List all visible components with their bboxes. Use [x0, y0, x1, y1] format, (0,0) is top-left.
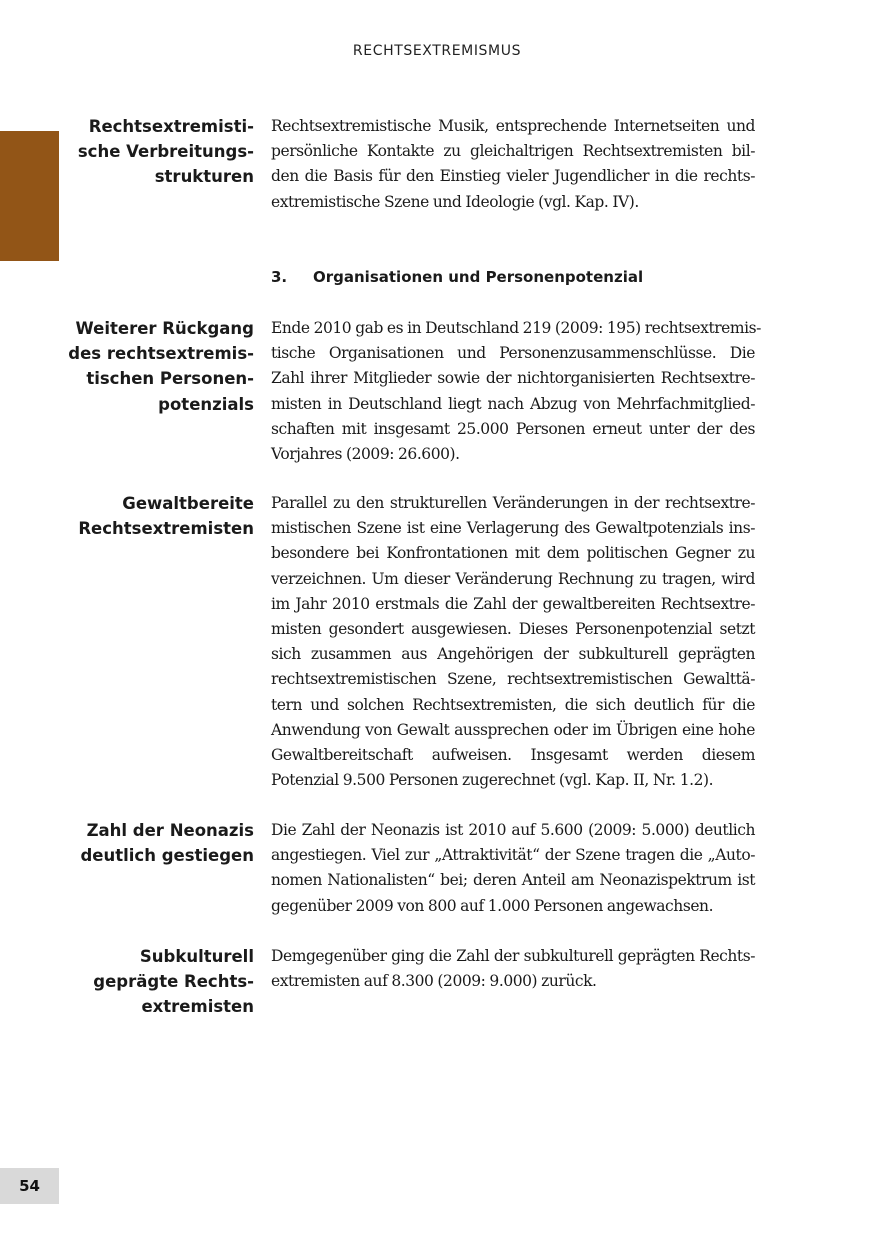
text-line: Rechtsextremistische Musik, entsprechende Internetseiten und [271, 117, 755, 135]
text-line: verzeichnen. Um dieser Veränderung Rechnung zu tragen, wird [271, 569, 755, 588]
text-line: misten gesondert ausgewiesen. Dieses Personenpotenzial setzt [271, 619, 755, 638]
text-line: Vorjahres (2009: 26.600). [271, 444, 460, 463]
text-line: Zahl ihrer Mitglieder sowie der nichtorganisierten Rechtsextre- [271, 369, 755, 388]
margin-heading-gewaltbereite [54, 491, 254, 541]
text-line: tische Organisationen und Personenzusammenschlüsse. Die [271, 344, 755, 363]
page-number: 54 [0, 1168, 59, 1204]
text-line: Anwendung von Gewalt aussprechen oder im Übrigen eine hohe [271, 720, 755, 739]
text-line: nomen Nationalisten“ bei; deren Anteil am Neonazispektrum ist [271, 871, 755, 890]
text-line: tern und solchen Rechtsextremisten, die sich deutlich für die [271, 695, 755, 714]
section-title: Organisationen und Personenpotenzial [313, 268, 644, 286]
text-line: besondere bei Konfrontationen mit dem politischen Gegner zu [271, 544, 755, 563]
paragraph-neonazis [271, 818, 755, 919]
margin-heading-verbreitungsstrukturen [54, 114, 254, 190]
margin-heading-subkulturell [54, 944, 254, 1020]
running-header: RECHTSEXTREMISMUS [352, 43, 522, 59]
section-heading [271, 266, 643, 288]
margin-heading-line: deutlich gestiegen [80, 846, 254, 866]
margin-heading-rueckgang [54, 316, 254, 417]
text-line: sich zusammen aus Angehörigen der subkulturell geprägten [271, 645, 755, 664]
paragraph-rueckgang [271, 316, 761, 467]
text-line: angestiegen. Viel zur „Attraktivität“ der Szene tragen die „Auto- [271, 846, 755, 865]
margin-heading-line: Rechtsextremisti- [88, 117, 254, 136]
text-line: mistischen Szene ist eine Verlagerung des Gewaltpotenzials ins- [271, 519, 755, 538]
text-line: persönliche Kontakte zu gleichaltrigen Rechtsextremisten bil- [271, 142, 755, 161]
text-line: extremistische Szene und Ideologie (vgl. Kap. IV). [271, 192, 639, 211]
text-line: Gewaltbereitschaft aufweisen. Insgesamt werden diesem [271, 745, 755, 764]
text-line: misten in Deutschland liegt nach Abzug von Mehrfachmitglied- [271, 394, 755, 413]
margin-heading-line: Zahl der Neonazis [86, 821, 254, 840]
text-line: extremisten auf 8.300 (2009: 9.000) zurück. [271, 972, 597, 991]
text-line: Ende 2010 gab es in Deutschland 219 (2009: 195) rechtsextremis- [271, 319, 761, 337]
chapter-tab-marker [0, 131, 59, 261]
text-line: Demgegenüber ging die Zahl der subkulturell geprägten Rechts- [271, 947, 755, 965]
margin-heading-line: geprägte Rechts- [93, 972, 254, 992]
margin-heading-line: tischen Personen- [86, 369, 254, 389]
margin-heading-line: Subkulturell [139, 947, 254, 966]
paragraph-gewaltbereite [271, 491, 755, 793]
text-line: den die Basis für den Einstieg vieler Jugendlicher in die rechts- [271, 167, 755, 186]
paragraph-subkulturell [271, 944, 755, 994]
text-line: Potenzial 9.500 Personen zugerechnet (vgl. Kap. II, Nr. 1.2). [271, 771, 714, 790]
text-line: Parallel zu den strukturellen Veränderungen in der rechtsextre- [271, 494, 755, 512]
margin-heading-line: des rechtsextremis- [68, 344, 254, 364]
margin-heading-line: sche Verbreitungs- [77, 142, 254, 162]
margin-heading-line: Rechtsextremisten [78, 519, 254, 539]
text-line: im Jahr 2010 erstmals die Zahl der gewaltbereiten Rechtsextre- [271, 594, 755, 613]
text-line: rechtsextremistischen Szene, rechtsextremistischen Gewalttä- [271, 670, 755, 689]
margin-heading-line: potenzials [158, 394, 254, 414]
text-line: Die Zahl der Neonazis ist 2010 auf 5.600 (2009: 5.000) deutlich [271, 821, 755, 839]
text-line: gegenüber 2009 von 800 auf 1.000 Personen angewachsen. [271, 896, 714, 915]
margin-heading-line: extremisten [141, 997, 254, 1017]
section-number: 3. [271, 268, 288, 286]
margin-heading-line: Weiterer Rückgang [75, 319, 254, 338]
paragraph-verbreitungsstrukturen [271, 114, 755, 215]
margin-heading-line: strukturen [154, 167, 254, 187]
margin-heading-neonazis [54, 818, 254, 868]
margin-heading-line: Gewaltbereite [122, 494, 254, 513]
text-line: schaften mit insgesamt 25.000 Personen erneut unter der des [271, 419, 755, 438]
